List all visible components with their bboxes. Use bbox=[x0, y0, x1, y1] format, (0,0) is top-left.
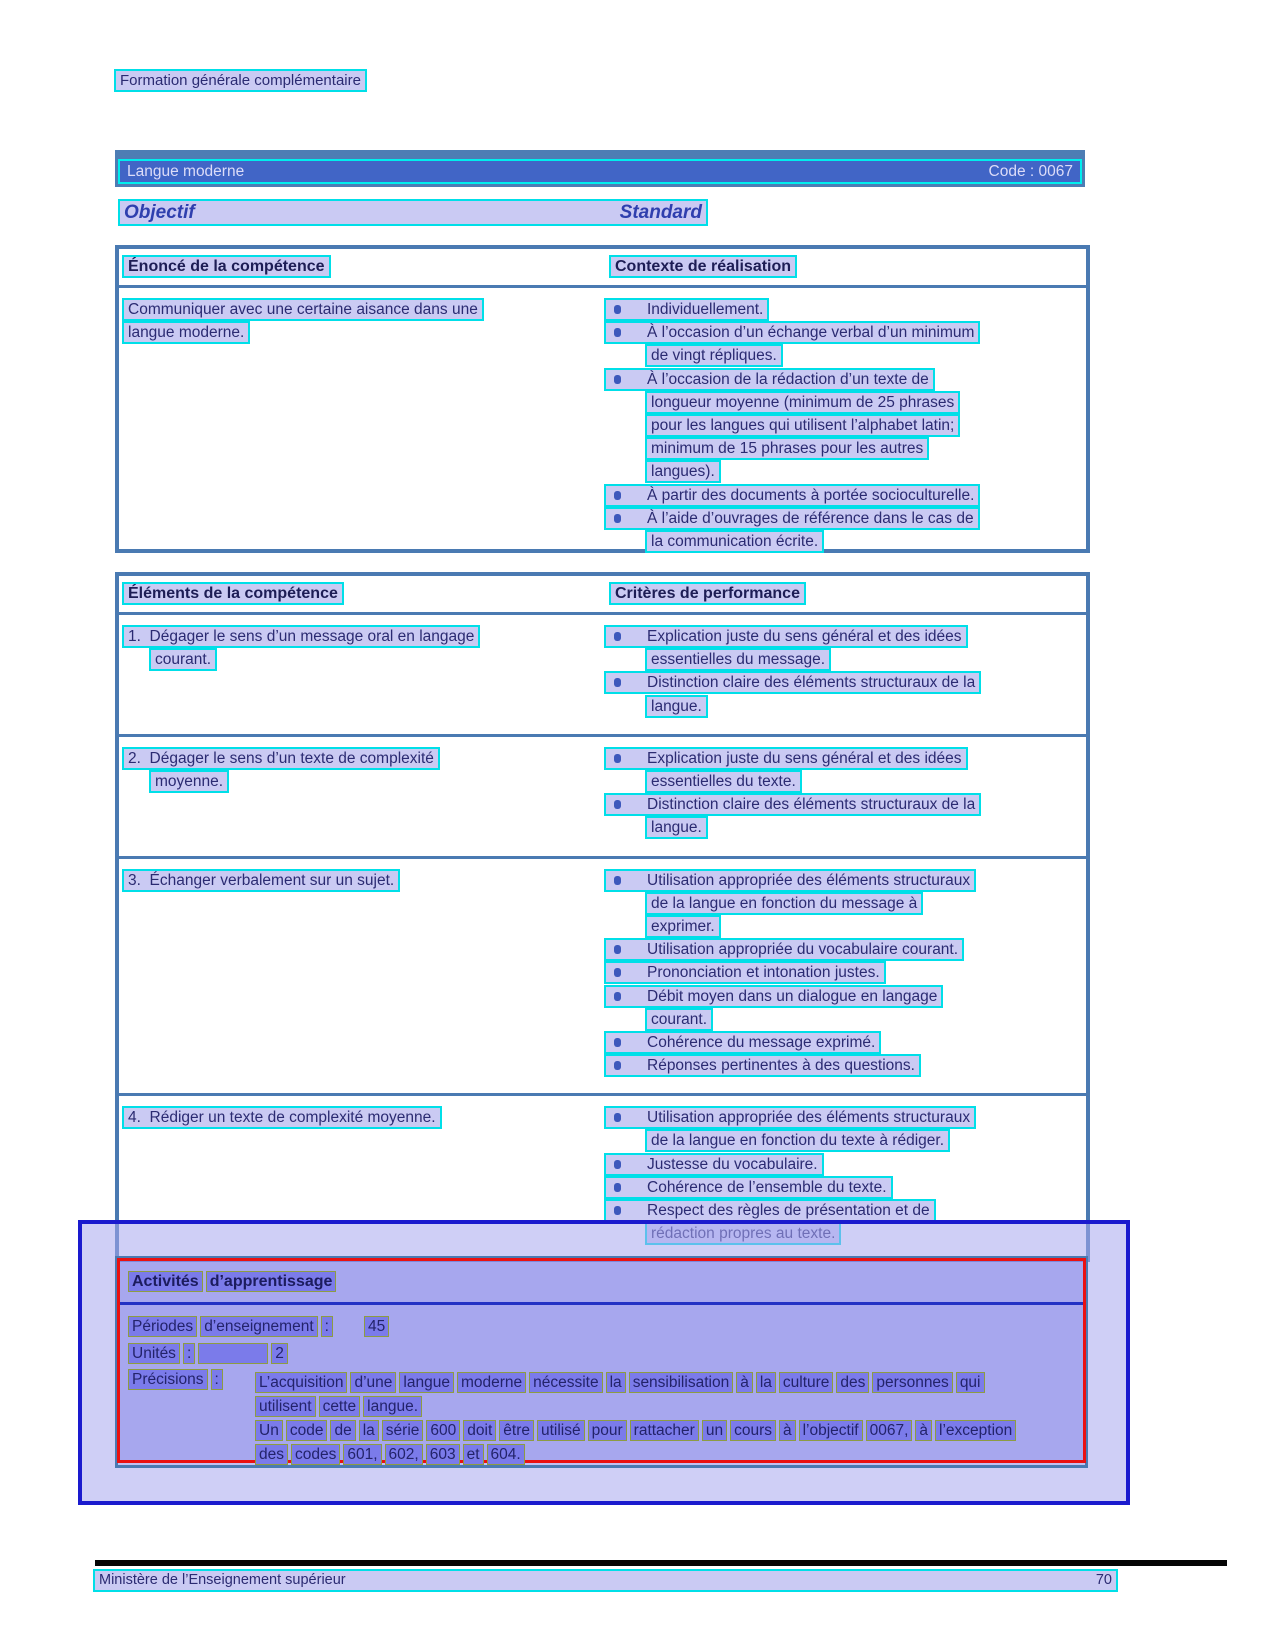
annotation-overlay-box bbox=[78, 1220, 1130, 1505]
bullet-line bbox=[606, 1176, 1086, 1199]
text-line bbox=[606, 414, 1086, 437]
precisions-row bbox=[129, 1370, 1074, 1466]
word-chip: utilisé bbox=[538, 1421, 584, 1440]
criteria-table-header bbox=[119, 576, 1086, 615]
bullet-icon bbox=[614, 1061, 621, 1070]
word-chip: langue. bbox=[364, 1397, 421, 1416]
text-line-chip: langue moderne. bbox=[124, 323, 248, 342]
criteria-cell bbox=[606, 869, 1086, 1078]
standard-heading: Standard bbox=[619, 202, 702, 223]
word-chip: à bbox=[780, 1421, 795, 1440]
bullet-line bbox=[606, 1106, 1086, 1129]
bullet-text: Cohérence du message exprimé. bbox=[647, 1033, 876, 1051]
word-chip: : bbox=[184, 1344, 194, 1363]
word-chip: : bbox=[322, 1317, 332, 1336]
bullet-line-chip bbox=[606, 509, 978, 528]
bullet-line bbox=[606, 625, 1086, 648]
bullet-line-chip bbox=[606, 1155, 822, 1174]
word-chip: Activités bbox=[129, 1272, 202, 1291]
text-line-chip: de vingt répliques. bbox=[647, 346, 781, 365]
competence-header-left: Énoncé de la compétence bbox=[124, 257, 329, 276]
table-row bbox=[119, 734, 1086, 856]
word-chip: utilisent bbox=[256, 1397, 315, 1416]
text-line-chip: la communication écrite. bbox=[647, 532, 822, 551]
bullet-line bbox=[606, 747, 1086, 770]
competence-header-right: Contexte de réalisation bbox=[611, 257, 795, 276]
bullet-text: Respect des règles de présentation et de bbox=[647, 1202, 930, 1220]
word-chip: des bbox=[256, 1445, 287, 1464]
word-chip: la bbox=[757, 1373, 775, 1392]
text-line bbox=[124, 770, 606, 793]
text-line bbox=[606, 530, 1086, 553]
competence-table-header bbox=[119, 249, 1086, 288]
bullet-line bbox=[606, 368, 1086, 391]
text-line bbox=[606, 816, 1086, 839]
text-line bbox=[606, 915, 1086, 938]
bullet-icon bbox=[614, 800, 621, 809]
word-chip: pour bbox=[589, 1421, 626, 1440]
text-line-chip: de la langue en fonction du message à bbox=[647, 894, 921, 913]
objective-heading: Objectif bbox=[124, 202, 195, 223]
word-chip: 603 bbox=[427, 1445, 459, 1464]
bullet-line-chip bbox=[606, 300, 767, 319]
competence-table bbox=[115, 245, 1090, 553]
bullet-icon bbox=[614, 968, 621, 977]
text-line-chip: langue. bbox=[647, 818, 706, 837]
course-title-bar-highlight bbox=[120, 161, 1080, 182]
word-chip: Un bbox=[256, 1421, 282, 1440]
bullet-line bbox=[606, 298, 1086, 321]
word-chip: code bbox=[287, 1421, 327, 1440]
activities-row bbox=[129, 1313, 1074, 1340]
bullet-line bbox=[606, 1199, 1086, 1222]
bullet-icon bbox=[614, 375, 621, 384]
bullet-text: Utilisation appropriée des éléments structuraux bbox=[647, 871, 971, 889]
word-chip: rattacher bbox=[631, 1421, 698, 1440]
bullet-line-chip bbox=[606, 627, 966, 646]
bullet-line bbox=[606, 793, 1086, 816]
word-chip: 45 bbox=[365, 1317, 388, 1336]
bullet-icon bbox=[614, 305, 621, 314]
competence-cell bbox=[119, 747, 606, 840]
word-chip: l’exception bbox=[936, 1421, 1015, 1440]
course-title-bar bbox=[115, 150, 1085, 187]
word-chip: cours bbox=[731, 1421, 775, 1440]
precisions-label bbox=[129, 1370, 256, 1389]
word-chip: culture bbox=[780, 1373, 833, 1392]
word-chip: doit bbox=[464, 1421, 495, 1440]
text-line bbox=[124, 1106, 606, 1129]
bullet-line-chip bbox=[606, 323, 978, 342]
word-chip: 0067, bbox=[867, 1421, 912, 1440]
text-line bbox=[124, 648, 606, 671]
footer-rule bbox=[95, 1560, 1227, 1566]
bullet-text: À l’occasion de la rédaction d’un texte de bbox=[647, 370, 929, 388]
activities-rows bbox=[129, 1313, 1074, 1466]
text-line-chip: langues). bbox=[647, 462, 719, 481]
table-row bbox=[119, 856, 1086, 1094]
text-line bbox=[124, 625, 606, 648]
bullet-icon bbox=[614, 328, 621, 337]
word-chip: L’acquisition bbox=[256, 1373, 346, 1392]
bullet-line bbox=[606, 671, 1086, 694]
word-chip: des bbox=[837, 1373, 868, 1392]
text-line bbox=[124, 321, 606, 344]
word-chip: 604. bbox=[488, 1445, 524, 1464]
bullet-icon bbox=[614, 945, 621, 954]
text-line-chip: pour les langues qui utilisent l’alphabet latin; bbox=[647, 416, 958, 435]
word-chip: 601, bbox=[344, 1445, 380, 1464]
bullet-icon bbox=[614, 514, 621, 523]
bullet-icon bbox=[614, 1183, 621, 1192]
footer-page-number: 70 bbox=[1095, 1572, 1112, 1588]
text-line bbox=[124, 869, 606, 892]
word-chip: et bbox=[464, 1445, 483, 1464]
bullet-text: Distinction claire des éléments structuraux de la bbox=[647, 674, 976, 692]
word-chip: la bbox=[607, 1373, 625, 1392]
section-label: Formation générale complémentaire bbox=[116, 71, 365, 90]
text-line-chip: essentielles du texte. bbox=[647, 772, 800, 791]
word-chip: Précisions bbox=[129, 1370, 207, 1389]
word-chip: personnes bbox=[873, 1373, 951, 1392]
precisions-text bbox=[256, 1370, 1074, 1466]
word-chip: codes bbox=[292, 1445, 339, 1464]
text-line-chip: Communiquer avec une certaine aisance dans une bbox=[124, 300, 482, 319]
bullet-line-chip bbox=[606, 749, 966, 768]
bullet-line-chip bbox=[606, 1201, 934, 1220]
word-chip: d’apprentissage bbox=[207, 1272, 336, 1291]
text-line bbox=[606, 892, 1086, 915]
bullet-text: Distinction claire des éléments structuraux de la bbox=[647, 796, 976, 814]
bullet-icon bbox=[614, 1160, 621, 1169]
text-line-chip: moyenne. bbox=[151, 772, 227, 791]
word-chip: à bbox=[916, 1421, 931, 1440]
criteria-table bbox=[115, 572, 1090, 1262]
criteria-cell bbox=[606, 625, 1086, 718]
bullet-icon bbox=[614, 632, 621, 641]
bullet-line-chip bbox=[606, 1108, 974, 1127]
text-line bbox=[124, 747, 606, 770]
activities-row bbox=[129, 1340, 1074, 1367]
text-line bbox=[606, 437, 1086, 460]
bullet-icon bbox=[614, 491, 621, 500]
bullet-line-chip bbox=[606, 871, 974, 890]
word-chip: de bbox=[331, 1421, 354, 1440]
text-line bbox=[606, 648, 1086, 671]
bullet-line bbox=[606, 1153, 1086, 1176]
bullet-icon bbox=[614, 678, 621, 687]
bullet-text: Utilisation appropriée du vocabulaire courant. bbox=[647, 941, 959, 959]
table-row bbox=[119, 288, 1086, 569]
bullet-icon bbox=[614, 876, 621, 885]
word-chip bbox=[199, 1344, 267, 1363]
bullet-text: Explication juste du sens général et des idées bbox=[647, 628, 962, 646]
word-chip: série bbox=[383, 1421, 423, 1440]
competence-cell bbox=[119, 298, 606, 553]
text-line-chip: 1. Dégager le sens d’un message oral en langage bbox=[124, 627, 478, 646]
bullet-line bbox=[606, 869, 1086, 892]
bullet-line-chip bbox=[606, 486, 978, 505]
precisions-line bbox=[256, 1394, 1074, 1418]
bullet-line-chip bbox=[606, 1056, 919, 1075]
criteria-cell bbox=[606, 747, 1086, 840]
text-line-chip: essentielles du message. bbox=[647, 650, 829, 669]
word-chip: Unités bbox=[129, 1344, 179, 1363]
text-line bbox=[606, 695, 1086, 718]
text-line-chip: de la langue en fonction du texte à rédiger. bbox=[647, 1131, 948, 1150]
bullet-line-chip bbox=[606, 795, 979, 814]
precisions-line bbox=[256, 1442, 1074, 1466]
word-chip: l’objectif bbox=[800, 1421, 862, 1440]
activities-title bbox=[129, 1268, 1074, 1295]
text-line-chip: langue. bbox=[647, 697, 706, 716]
table-row bbox=[119, 615, 1086, 734]
bullet-icon bbox=[614, 1038, 621, 1047]
word-chip: sensibilisation bbox=[630, 1373, 733, 1392]
word-chip: qui bbox=[957, 1373, 984, 1392]
text-line-chip: exprimer. bbox=[647, 917, 719, 936]
bullet-line-chip bbox=[606, 1178, 891, 1197]
bullet-line bbox=[606, 961, 1086, 984]
word-chip: langue bbox=[400, 1373, 453, 1392]
text-line-chip: courant. bbox=[647, 1010, 711, 1029]
bullet-line-chip bbox=[606, 987, 941, 1006]
bullet-line-chip bbox=[606, 1033, 879, 1052]
bullet-line-chip bbox=[606, 370, 933, 389]
bullet-text: Justesse du vocabulaire. bbox=[647, 1155, 818, 1173]
competence-cell bbox=[119, 625, 606, 718]
text-line-chip: minimum de 15 phrases pour les autres bbox=[647, 439, 927, 458]
text-line bbox=[606, 1129, 1086, 1152]
word-chip: 600 bbox=[427, 1421, 459, 1440]
bullet-text: Prononciation et intonation justes. bbox=[647, 964, 880, 982]
word-chip: être bbox=[500, 1421, 533, 1440]
word-chip: Périodes bbox=[129, 1317, 196, 1336]
bullet-line bbox=[606, 484, 1086, 507]
bullet-text: Réponses pertinentes à des questions. bbox=[647, 1057, 915, 1075]
criteria-header-left: Éléments de la compétence bbox=[124, 584, 342, 603]
bullet-icon bbox=[614, 992, 621, 1001]
text-line bbox=[606, 1008, 1086, 1031]
word-chip: un bbox=[703, 1421, 726, 1440]
word-chip: moderne bbox=[458, 1373, 525, 1392]
footer-ministry: Ministère de l’Enseignement supérieur bbox=[99, 1572, 346, 1588]
bullet-line bbox=[606, 321, 1086, 344]
word-chip: : bbox=[212, 1370, 222, 1389]
word-chip: à bbox=[737, 1373, 752, 1392]
bullet-line bbox=[606, 938, 1086, 961]
learning-activities-table bbox=[115, 1256, 1088, 1468]
text-line-chip: longueur moyenne (minimum de 25 phrases bbox=[647, 393, 958, 412]
competence-table-body bbox=[119, 288, 1086, 569]
criteria-cell bbox=[606, 298, 1086, 553]
bullet-line-chip bbox=[606, 940, 962, 959]
criteria-header-right: Critères de performance bbox=[611, 584, 804, 603]
bullet-text: Débit moyen dans un dialogue en langage bbox=[647, 987, 938, 1005]
word-chip: cette bbox=[320, 1397, 360, 1416]
word-chip: la bbox=[360, 1421, 378, 1440]
text-line bbox=[606, 344, 1086, 367]
competence-cell bbox=[119, 869, 606, 1078]
text-line-chip: 4. Rédiger un texte de complexité moyenne. bbox=[124, 1108, 440, 1127]
text-line bbox=[124, 298, 606, 321]
bullet-line bbox=[606, 1031, 1086, 1054]
bullet-text: À l’occasion d’un échange verbal d’un minimum bbox=[647, 324, 975, 342]
objective-standard-heading bbox=[120, 201, 706, 224]
text-line bbox=[606, 391, 1086, 414]
text-line bbox=[606, 460, 1086, 483]
word-chip: nécessite bbox=[530, 1373, 601, 1392]
criteria-table-body bbox=[119, 615, 1086, 1261]
course-title: Langue moderne bbox=[127, 162, 245, 180]
footer bbox=[95, 1571, 1116, 1590]
bullet-line-chip bbox=[606, 963, 884, 982]
precisions-line bbox=[256, 1418, 1074, 1442]
word-chip: d’enseignement bbox=[201, 1317, 316, 1336]
bullet-line bbox=[606, 1054, 1086, 1077]
bullet-text: À l’aide d’ouvrages de référence dans le cas de bbox=[647, 509, 974, 527]
bullet-text: Utilisation appropriée des éléments structuraux bbox=[647, 1109, 971, 1127]
bullet-text: Cohérence de l’ensemble du texte. bbox=[647, 1178, 887, 1196]
word-chip: d’une bbox=[351, 1373, 395, 1392]
course-code: Code : 0067 bbox=[988, 162, 1073, 180]
bullet-line bbox=[606, 984, 1086, 1007]
red-annotation-box bbox=[117, 1258, 1086, 1463]
bullet-icon bbox=[614, 1113, 621, 1122]
text-line-chip: courant. bbox=[151, 650, 215, 669]
bullet-text: À partir des documents à portée socioculturelle. bbox=[647, 486, 975, 504]
word-chip: 2 bbox=[272, 1344, 287, 1363]
bullet-icon bbox=[614, 1206, 621, 1215]
text-line-chip: 2. Dégager le sens d’un texte de complexité bbox=[124, 749, 438, 768]
text-line-chip: 3. Échanger verbalement sur un sujet. bbox=[124, 871, 398, 890]
bullet-line bbox=[606, 507, 1086, 530]
precisions-line bbox=[256, 1370, 1074, 1394]
bullet-text: Individuellement. bbox=[647, 301, 764, 319]
activities-divider bbox=[120, 1302, 1083, 1305]
bullet-text: Explication juste du sens général et des idées bbox=[647, 749, 962, 767]
text-line bbox=[606, 770, 1086, 793]
bullet-icon bbox=[614, 754, 621, 763]
word-chip: 602, bbox=[386, 1445, 422, 1464]
bullet-line-chip bbox=[606, 673, 979, 692]
